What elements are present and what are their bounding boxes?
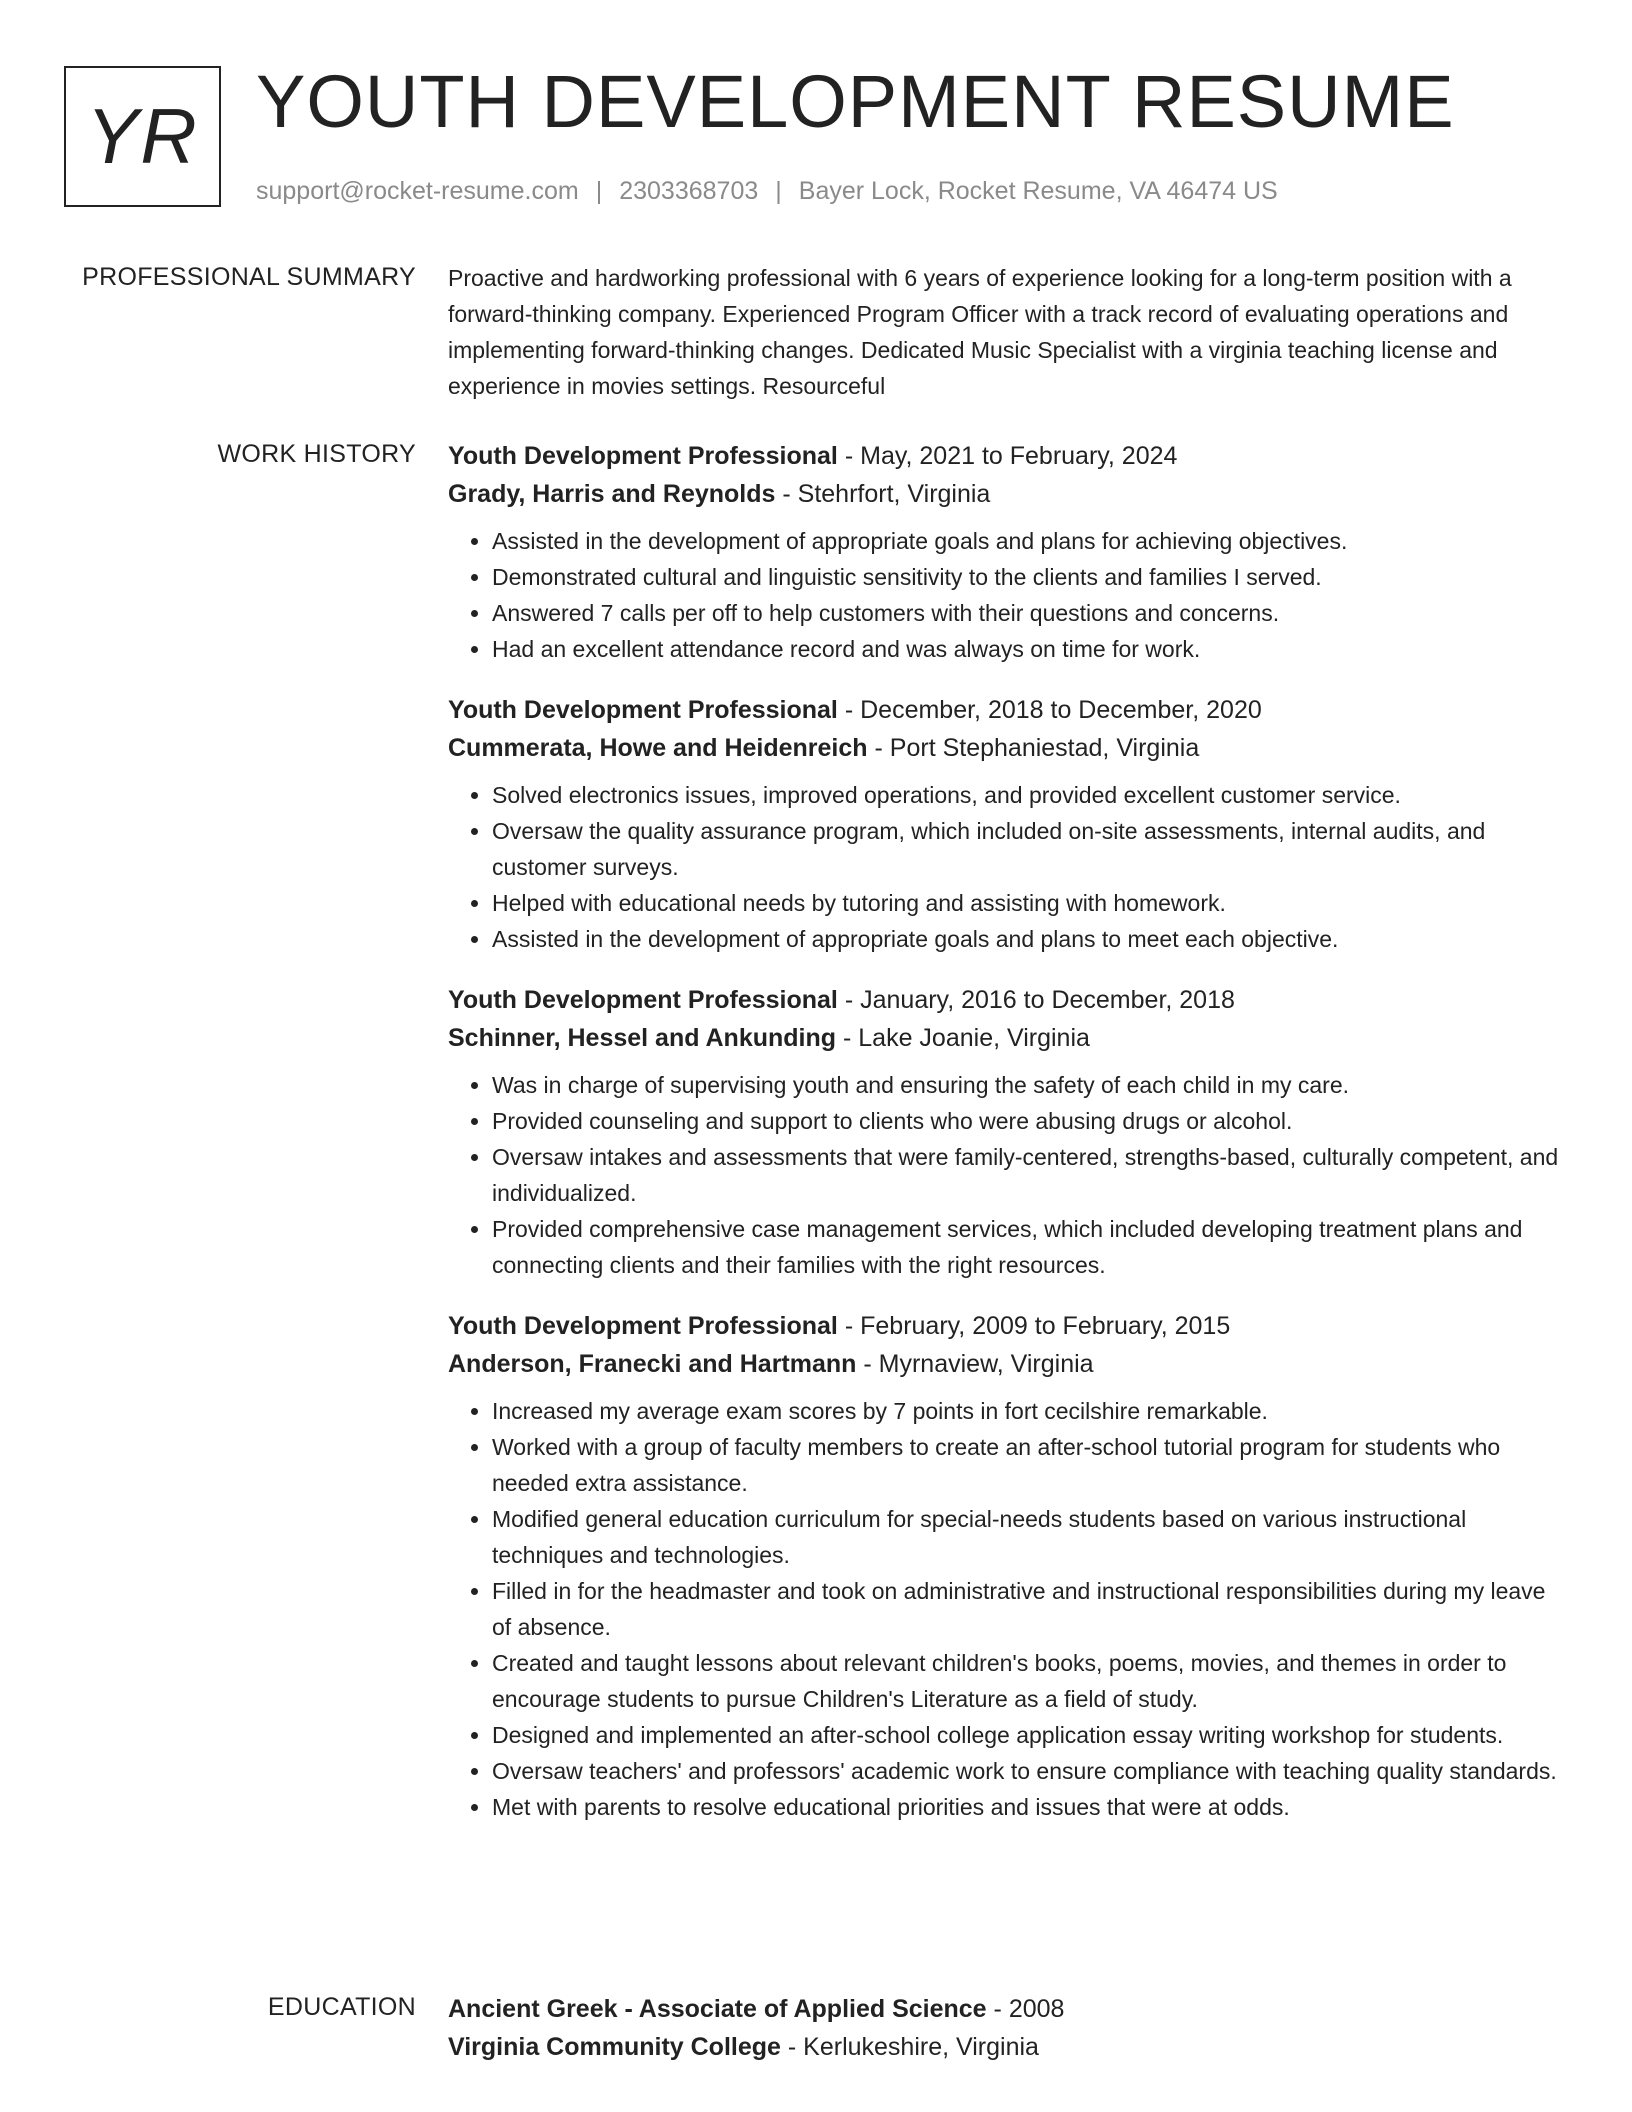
education-degree: Ancient Greek - Associate of Applied Science [448,1995,987,2023]
job-company: Grady, Harris and Reynolds [448,480,776,508]
job-location: - Lake Joanie, Virginia [843,1024,1090,1052]
job-bullets [448,1067,1564,1283]
job-bullet: • Filled in for the headmaster and took on administrative and instructional responsibilities during my leave of absence. [492,1573,1564,1645]
job-bullets [448,1393,1564,1825]
contact-line [256,174,1278,208]
job-bullet: • Assisted in the development of appropriate goals and plans for achieving objectives. [492,523,1564,559]
job-bullet: • Assisted in the development of appropriate goals and plans to meet each objective. [492,921,1564,957]
section-label-education: EDUCATION [267,1993,416,2021]
job-title: Youth Development Professional [448,442,838,470]
job-bullet: • Helped with educational needs by tutoring and assisting with homework. [492,885,1564,921]
summary-body [448,260,1564,404]
job-bullet: • Oversaw teachers' and professors' academic work to ensure compliance with teaching quality standards. [492,1753,1564,1789]
education-school: Virginia Community College [448,2033,781,2061]
job-entry [448,691,1564,957]
resume-title: YOUTH DEVELOPMENT RESUME [256,60,1455,143]
job-bullet: • Created and taught lessons about relevant children's books, poems, movies, and themes in order to encourage students to pursue Children's Literature as a field of study. [492,1645,1564,1717]
job-bullet: • Modified general education curriculum for special-needs students based on various instructional techniques and technologies. [492,1501,1564,1573]
work-history-body [448,437,1564,1849]
contact-address: Bayer Lock, Rocket Resume, VA 46474 US [798,177,1278,205]
job-company: Cummerata, Howe and Heidenreich [448,734,868,762]
job-bullet: • Oversaw intakes and assessments that were family-centered, strengths-based, culturally competent, and individualized. [492,1139,1564,1211]
section-label-work-history: WORK HISTORY [217,440,416,468]
education-year: - 2008 [993,1995,1065,2023]
job-company: Schinner, Hessel and Ankunding [448,1024,837,1052]
job-bullet: • Was in charge of supervising youth and ensuring the safety of each child in my care. [492,1067,1564,1103]
job-dates: - December, 2018 to December, 2020 [844,696,1262,724]
job-bullet: • Demonstrated cultural and linguistic sensitivity to the clients and families I served. [492,559,1564,595]
job-bullet: • Had an excellent attendance record and was always on time for work. [492,631,1564,667]
job-location: - Myrnaview, Virginia [863,1350,1094,1378]
education-location: - Kerlukeshire, Virginia [787,2033,1039,2061]
job-title-line [448,691,1564,729]
monogram-text: YR [86,92,199,180]
education-degree-line [448,1990,1564,2028]
job-title: Youth Development Professional [448,986,838,1014]
job-location: - Port Stephaniestad, Virginia [874,734,1200,762]
contact-phone[interactable]: 2303368703 [619,177,759,205]
job-bullet: • Met with parents to resolve educational priorities and issues that were at odds. [492,1789,1564,1825]
job-company-line [448,475,1564,513]
job-dates: - February, 2009 to February, 2015 [844,1312,1231,1340]
job-entry [448,981,1564,1283]
education-body [448,1990,1564,2066]
job-bullet: • Worked with a group of faculty members to create an after-school tutorial program for students who needed extra assistance. [492,1429,1564,1501]
job-title: Youth Development Professional [448,1312,838,1340]
job-bullets [448,777,1564,957]
summary-text: Proactive and hardworking professional with 6 years of experience looking for a long-term position with a forward-thinking company. Experienced Program Officer with a track record of evaluating operations and implementing forward-thinking changes. Dedicated Music Specialist with a virginia teaching license and experience in movies settings. Resourceful [448,265,1512,399]
contact-separator: | [775,177,782,205]
job-entry [448,437,1564,667]
contact-email[interactable]: support@rocket-resume.com [256,177,579,205]
job-entry [448,1307,1564,1825]
job-bullets [448,523,1564,667]
job-bullet: • Answered 7 calls per off to help customers with their questions and concerns. [492,595,1564,631]
job-location: - Stehrfort, Virginia [782,480,991,508]
job-bullet: • Solved electronics issues, improved operations, and provided excellent customer service. [492,777,1564,813]
job-company-line [448,1345,1564,1383]
contact-separator: | [595,177,603,205]
job-company-line [448,1019,1564,1057]
job-company: Anderson, Franecki and Hartmann [448,1350,857,1378]
job-bullet: • Oversaw the quality assurance program, which included on-site assessments, internal audits, and customer surveys. [492,813,1564,885]
job-bullet: • Provided comprehensive case management services, which included developing treatment plans and connecting clients and their families with the right resources. [492,1211,1564,1283]
job-bullet: • Designed and implemented an after-school college application essay writing workshop for students. [492,1717,1564,1753]
job-bullet: • Provided counseling and support to clients who were abusing drugs or alcohol. [492,1103,1564,1139]
job-title-line [448,981,1564,1019]
job-bullet: • Increased my average exam scores by 7 points in fort cecilshire remarkable. [492,1393,1564,1429]
job-title-line [448,437,1564,475]
job-title-line [448,1307,1564,1345]
section-label-summary: PROFESSIONAL SUMMARY [82,263,416,291]
job-title: Youth Development Professional [448,696,838,724]
job-dates: - May, 2021 to February, 2024 [844,442,1178,470]
monogram-box [64,66,221,207]
job-company-line [448,729,1564,767]
education-school-line [448,2028,1564,2066]
job-dates: - January, 2016 to December, 2018 [844,986,1235,1014]
